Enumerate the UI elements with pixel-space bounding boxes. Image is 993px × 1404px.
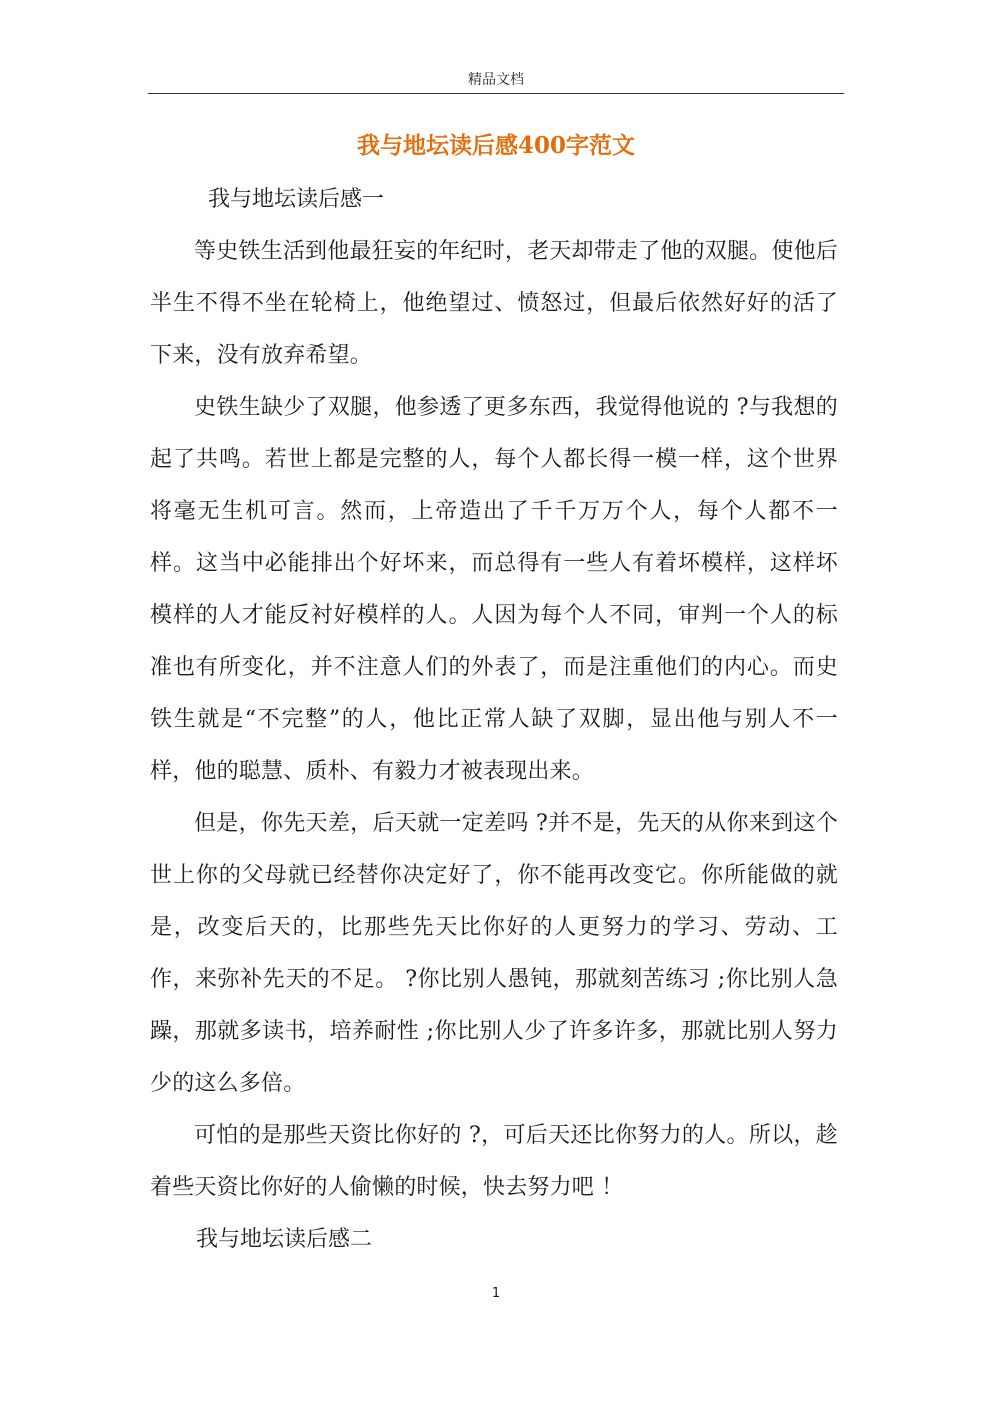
header-divider [148,93,844,94]
paragraph-2: 史铁生缺少了双腿，他参透了更多东西，我觉得他说的 ?与我想的起了共鸣。若世上都是完整的人，每个人都长得一模一样，这个世界将毫无生机可言。然而，上帝造出了千千万万个人，每个人都不一样。这当中必能排出个好坏来，而总得有一些人有着坏模样，这样坏模样的人才能反衬好模样的人。人因为每个人不同，审判一个人的标准也有所变化，并不注意人们的外表了，而是注重他们的内心。而史铁生就是“不完整”的人，他比正常人缺了双脚，显出他与别人不一样，他的聪慧、质朴、有毅力才被表现出来。 [150,395,838,784]
paragraph-3: 但是，你先天差，后天就一定差吗 ?并不是，先天的从你来到这个世上你的父母就已经替你决定好了，你不能再改变它。你所能做的就是，改变后天的，比那些先天比你好的人更努力的学习、劳动、工作，来弥补先天的不足。 ?你比别人愚钝，那就刻苦练习 ;你比别人急躁，那就多读书，培养耐性 ;你比别人少了许多许多，那就比别人努力少的这么多倍。 [150,811,838,1096]
paragraph-1: 等史铁生活到他最狂妄的年纪时，老天却带走了他的双腿。使他后半生不得不坐在轮椅上，他绝望过、愤怒过，但最后依然好好的活了下来，没有放弃希望。 [150,239,838,368]
section-heading-2: 我与地坛读后感二 [196,1227,373,1252]
running-header: 精品文档 [468,72,524,88]
paragraph-4: 可怕的是那些天资比你好的 ?，可后天还比你努力的人。所以，趁着些天资比你好的人偷懒的时候，快去努力吧 ！ [150,1123,838,1200]
page-number: 1 [491,1286,501,1301]
document-body [150,174,838,1266]
document-title: 我与地坛读后感400字范文 [356,132,635,159]
section-heading-1: 我与地坛读后感一 [208,187,385,212]
